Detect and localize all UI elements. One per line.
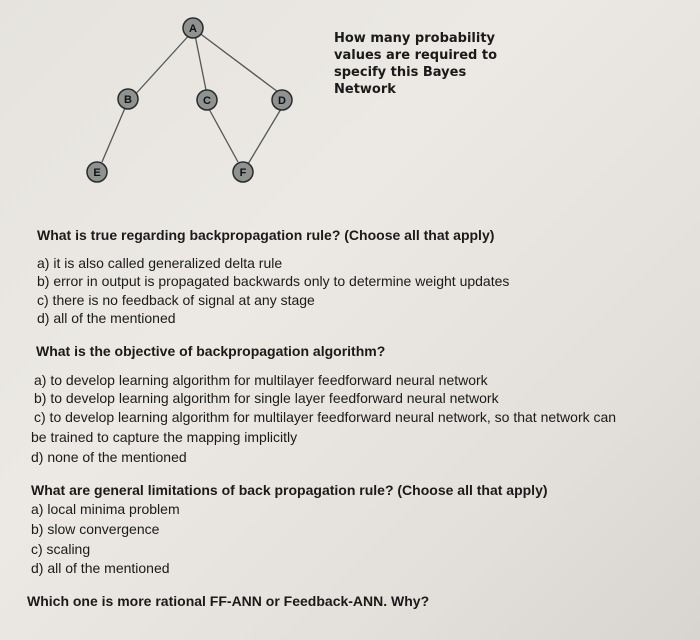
q2-option-b: b) to develop learning algorithm for single layer feedforward neural network [34, 390, 499, 406]
edge-a-d [198, 32, 278, 92]
svg-text:B: B [124, 94, 132, 106]
edge-a-c [195, 35, 206, 90]
node-d [272, 90, 292, 110]
edge-a-b [132, 32, 192, 98]
node-a [183, 18, 203, 38]
node-f [233, 162, 253, 182]
q1-option-a: a) it is also called generalized delta rule [37, 255, 283, 271]
q3-question: What are general limitations of back propagation rule? (Choose all that apply) [31, 482, 548, 498]
edge-b-e [102, 108, 125, 162]
q2-question: What is the objective of backpropagation algorithm? [36, 343, 386, 359]
q1-question: What is true regarding backpropagation rule? (Choose all that apply) [37, 227, 495, 243]
q4-question: Which one is more rational FF-ANN or Feedback-ANN. Why? [27, 593, 430, 609]
q1-option-b: b) error in output is propagated backwards only to determine weight updates [37, 273, 510, 289]
q2-option-d: d) none of the mentioned [31, 449, 187, 465]
edge-d-f [248, 109, 281, 164]
q2-option-c: c) to develop learning algorithm for multilayer feedforward neural network, so that network can [34, 409, 617, 425]
node-e [87, 162, 107, 182]
edge-c-f [209, 109, 238, 162]
q3-option-a: a) local minima problem [31, 501, 180, 517]
q3-option-c: c) scaling [31, 541, 91, 557]
node-c [197, 90, 217, 110]
svg-text:A: A [189, 23, 197, 35]
q2-option-c-cont: be trained to capture the mapping implicitly [31, 429, 298, 445]
q2-option-a: a) to develop learning algorithm for multilayer feedforward neural network [34, 372, 488, 388]
node-b [118, 89, 138, 109]
bayes-network-question: How many probability values are required to specify this Bayes Network [334, 31, 498, 97]
q1-option-c: c) there is no feedback of signal at any stage [37, 292, 315, 308]
svg-text:D: D [278, 95, 286, 107]
q3-option-b: b) slow convergence [31, 521, 160, 537]
svg-text:F: F [239, 167, 247, 179]
svg-text:C: C [203, 95, 211, 107]
q3-option-d: d) all of the mentioned [31, 560, 170, 576]
bayes-network-diagram [0, 0, 320, 200]
svg-text:E: E [93, 167, 101, 179]
q1-option-d: d) all of the mentioned [37, 310, 176, 326]
